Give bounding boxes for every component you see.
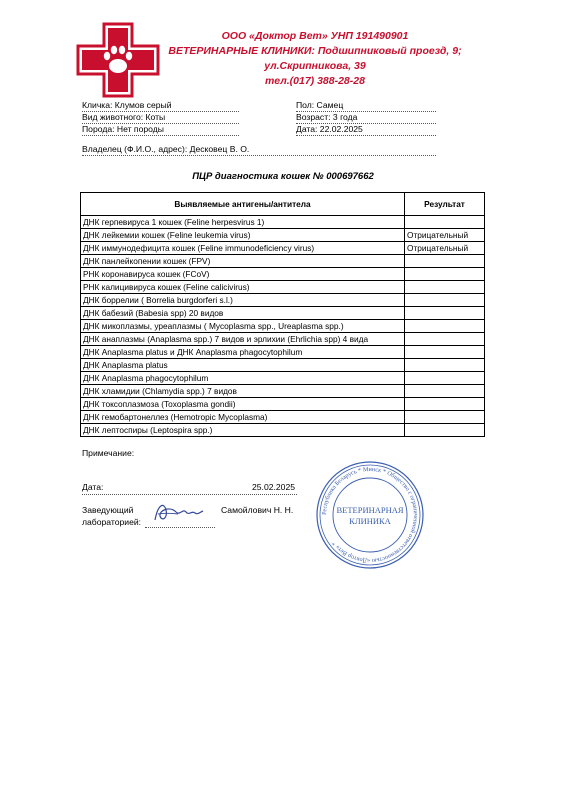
antigen-name: ДНК Anaplasma platus [81, 359, 405, 372]
result-value [405, 411, 485, 424]
signature [150, 498, 205, 528]
head-label-2: лабораторией: [82, 517, 142, 527]
table-row [81, 281, 485, 294]
divider [82, 135, 239, 136]
table-row [81, 424, 485, 437]
result-value [405, 359, 485, 372]
antigen-name: ДНК лейкемии кошек (Feline leukemia virus) [81, 229, 405, 242]
antigen-name: ДНК лептоспиры (Leptospira spp.) [81, 424, 405, 437]
visit-date: Дата: 22.02.2025 [296, 124, 363, 134]
antigen-name: ДНК Anaplasma phagocytophilum [81, 372, 405, 385]
antigen-name: РНК коронавируса кошек (FCoV) [81, 268, 405, 281]
antigen-name: ДНК иммунодефицита кошек (Feline immunodeficiency virus) [81, 242, 405, 255]
result-value: Отрицательный [405, 242, 485, 255]
result-value [405, 398, 485, 411]
table-row [81, 229, 485, 242]
stamp-text-1: ВЕТЕРИНАРНАЯ [336, 505, 404, 515]
table-row [81, 411, 485, 424]
result-value [405, 320, 485, 333]
patient-nickname: Кличка: Клумов серый [82, 100, 172, 110]
stamp-text-2: КЛИНИКА [349, 516, 391, 526]
table-row [81, 255, 485, 268]
clinic-address: ВЕТЕРИНАРНЫЕ КЛИНИКИ: Подшипниковый проезд, 9; [168, 45, 462, 57]
table-row [81, 242, 485, 255]
column-header-antigens: Выявляемые антигены/антитела [81, 193, 405, 216]
table-row [81, 359, 485, 372]
clinic-logo [76, 22, 160, 98]
antigen-name: ДНК Anaplasma platus и ДНК Anaplasma phagocytophilum [81, 346, 405, 359]
clinic-address-2: ул.Скрипникова, 39 [264, 60, 366, 72]
patient-age: Возраст: 3 года [296, 112, 358, 122]
result-value [405, 281, 485, 294]
table-row [81, 268, 485, 281]
antigen-name: РНК калицивируса кошек (Feline calicivirus) [81, 281, 405, 294]
patient-species: Вид животного: Коты [82, 112, 166, 122]
antigen-name: ДНК герпевируса 1 кошек (Feline herpesvirus 1) [81, 216, 405, 229]
antigen-name: ДНК панлейкопении кошек (FPV) [81, 255, 405, 268]
result-value: Отрицательный [405, 229, 485, 242]
divider [296, 135, 436, 136]
result-value [405, 307, 485, 320]
table-row [81, 385, 485, 398]
result-value [405, 255, 485, 268]
antigen-name: ДНК гемобартонеллез (Hemotropic Mycoplasma) [81, 411, 405, 424]
document-title: ПЦР диагностика кошек № 000697662 [192, 171, 374, 182]
clinic-stamp [315, 460, 425, 570]
antigen-name: ДНК бабезий (Babesia spp) 20 видов [81, 307, 405, 320]
result-value [405, 216, 485, 229]
owner-info: Владелец (Ф.И.О., адрес): Десковец В. О. [82, 144, 250, 154]
table-row [81, 307, 485, 320]
date-value: 25.02.2025 [252, 482, 296, 492]
antigen-name: ДНК хламидии (Chlamydia spp.) 7 видов [81, 385, 405, 398]
date-label: Дата: [82, 482, 104, 492]
note-label: Примечание: [82, 448, 135, 458]
clinic-phone: тел.(017) 388-28-28 [265, 75, 365, 87]
result-value [405, 346, 485, 359]
results-table [80, 192, 485, 437]
result-value [405, 385, 485, 398]
patient-breed: Порода: Нет породы [82, 124, 164, 134]
table-row [81, 333, 485, 346]
stamp-ring-text: Республика Беларусь * Минск * Общество с ограниченной ответственностью «Доктор Вет» * [320, 465, 420, 565]
result-value [405, 333, 485, 346]
result-value [405, 268, 485, 281]
clinic-name: ООО «Доктор Вет» УНП 191490901 [221, 30, 409, 42]
divider [82, 494, 297, 495]
divider [82, 155, 436, 156]
table-row [81, 346, 485, 359]
result-value [405, 372, 485, 385]
table-row [81, 216, 485, 229]
head-name: Самойлович Н. Н. [221, 505, 294, 515]
head-label: Заведующий [82, 505, 134, 515]
table-row [81, 372, 485, 385]
antigen-name: ДНК боррелии ( Borrelia burgdorferi s.l.) [81, 294, 405, 307]
column-header-result: Результат [405, 193, 485, 216]
patient-sex: Пол: Самец [296, 100, 344, 110]
antigen-name: ДНК микоплазмы, уреаплазмы ( Mycoplasma spp., Ureaplasma spp.) [81, 320, 405, 333]
result-value [405, 424, 485, 437]
table-row [81, 320, 485, 333]
antigen-name: ДНК анаплазмы (Anaplasma spp.) 7 видов и эрлихии (Ehrlichia spp) 4 вида [81, 333, 405, 346]
table-row [81, 294, 485, 307]
table-row [81, 398, 485, 411]
antigen-name: ДНК токсоплазмоза (Toxoplasma gondii) [81, 398, 405, 411]
result-value [405, 294, 485, 307]
